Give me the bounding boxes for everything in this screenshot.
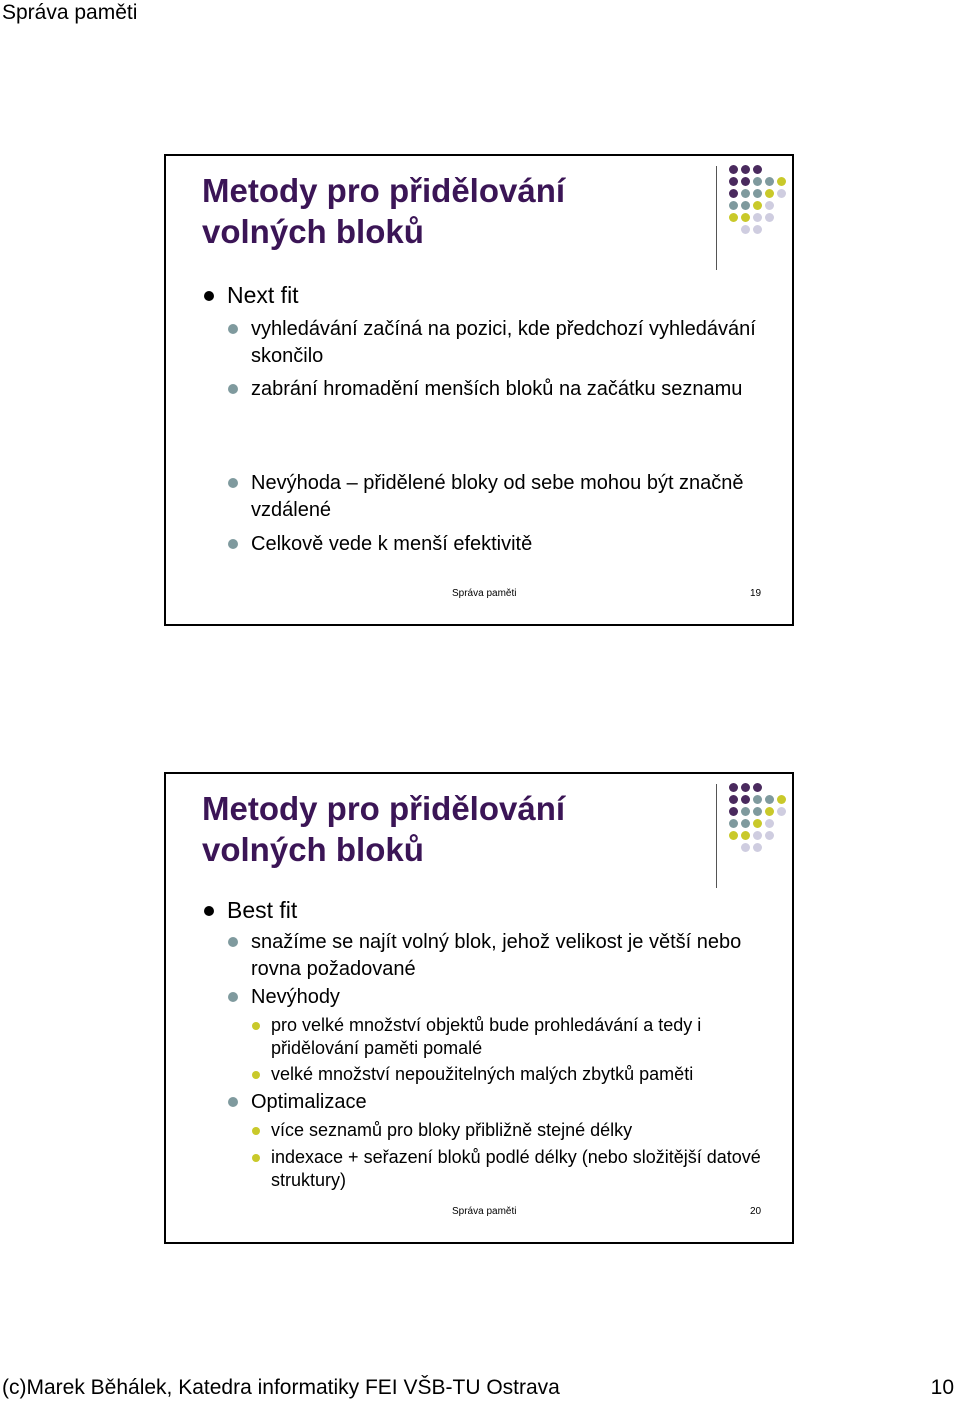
decorative-dot xyxy=(741,843,750,852)
decorative-dot xyxy=(753,831,762,840)
decorative-dot xyxy=(753,819,762,828)
decorative-dot xyxy=(741,783,750,792)
decorative-dot xyxy=(741,225,750,234)
decorative-dot xyxy=(741,189,750,198)
decorative-dot xyxy=(729,795,738,804)
decorative-dot xyxy=(741,177,750,186)
bullet-icon xyxy=(252,1022,260,1030)
decorative-dot xyxy=(729,165,738,174)
decorative-dot xyxy=(729,177,738,186)
decorative-dot xyxy=(729,819,738,828)
bullet-text: více seznamů pro bloky přibližně stejné délky xyxy=(271,1120,633,1140)
decorative-dot-grid xyxy=(729,783,789,879)
decorative-divider xyxy=(716,784,717,888)
bullet-level2 xyxy=(228,929,768,983)
decorative-dot xyxy=(729,213,738,222)
bullet-icon xyxy=(252,1127,260,1135)
decorative-dot xyxy=(753,177,762,186)
bullet-level3 xyxy=(252,1014,772,1060)
slide-number: 20 xyxy=(750,1206,762,1217)
decorative-dot xyxy=(741,819,750,828)
decorative-dot xyxy=(729,783,738,792)
bullet-text: snažíme se najít volný blok, jehož velikost je větší nebo rovna požadované xyxy=(251,931,742,980)
bullet-icon xyxy=(204,906,214,916)
bullet-level2 xyxy=(228,316,768,370)
slide-title-line1: Metody pro přidělování xyxy=(202,172,566,209)
decorative-dot xyxy=(741,165,750,174)
bullet-text: indexace + seřazení bloků podlé délky (nebo složitější datové struktury) xyxy=(271,1147,761,1190)
slide-number: 19 xyxy=(750,588,762,599)
decorative-dot xyxy=(741,213,750,222)
bullet-text: pro velké množství objektů bude prohledávání a tedy i přidělování paměti pomalé xyxy=(271,1015,702,1058)
bullet-level3 xyxy=(252,1146,772,1192)
bullet-text: Next fit xyxy=(227,282,299,308)
decorative-dot xyxy=(729,189,738,198)
bullet-icon xyxy=(252,1154,260,1162)
bullet-text: velké množství nepoužitelných malých zbytků paměti xyxy=(271,1064,694,1084)
decorative-dot xyxy=(741,201,750,210)
decorative-dot xyxy=(753,201,762,210)
bullet-text: zabrání hromadění menších bloků na začátku seznamu xyxy=(251,378,743,400)
bullet-level2 xyxy=(228,470,768,524)
bullet-icon xyxy=(252,1071,260,1079)
page-number: 10 xyxy=(930,1376,954,1399)
slide-title xyxy=(202,788,565,870)
decorative-dot xyxy=(765,807,774,816)
decorative-dot xyxy=(753,189,762,198)
decorative-dot xyxy=(765,201,774,210)
decorative-dot xyxy=(729,201,738,210)
bullet-text: vyhledávání začíná na pozici, kde předchozí vyhledávání skončilo xyxy=(251,318,756,367)
slide-19 xyxy=(164,154,794,626)
bullet-icon xyxy=(228,478,238,488)
decorative-dot xyxy=(777,807,786,816)
page-footer: (c)Marek Běhálek, Katedra informatiky FEI VŠB-TU Ostrava xyxy=(2,1376,560,1399)
bullet-icon xyxy=(228,384,238,394)
decorative-dot xyxy=(729,807,738,816)
bullet-icon xyxy=(228,1097,238,1107)
decorative-dot xyxy=(729,831,738,840)
decorative-dot xyxy=(765,795,774,804)
decorative-dot xyxy=(765,831,774,840)
bullet-level2 xyxy=(228,1089,768,1116)
bullet-icon xyxy=(228,992,238,1002)
page-header: Správa paměti xyxy=(2,1,138,24)
bullet-level2 xyxy=(228,531,768,558)
slide-footer-title: Správa paměti xyxy=(452,1206,517,1217)
decorative-dot xyxy=(753,843,762,852)
bullet-level2 xyxy=(228,376,768,403)
slide-title-line2: volných bloků xyxy=(202,831,424,868)
decorative-dot xyxy=(777,795,786,804)
decorative-divider xyxy=(716,166,717,270)
bullet-icon xyxy=(204,291,214,301)
bullet-icon xyxy=(228,539,238,549)
decorative-dot xyxy=(753,783,762,792)
decorative-dot xyxy=(765,189,774,198)
bullet-icon xyxy=(228,937,238,947)
decorative-dot xyxy=(753,807,762,816)
bullet-text: Best fit xyxy=(227,897,298,923)
decorative-dot xyxy=(741,807,750,816)
slide-footer-title: Správa paměti xyxy=(452,588,517,599)
decorative-dot xyxy=(753,795,762,804)
bullet-icon xyxy=(228,324,238,334)
decorative-dot xyxy=(777,177,786,186)
bullet-text: Optimalizace xyxy=(251,1091,367,1113)
bullet-text: Nevýhoda – přidělené bloky od sebe mohou být značně vzdálené xyxy=(251,472,744,521)
bullet-text: Celkově vede k menší efektivitě xyxy=(251,533,533,555)
slide-20 xyxy=(164,772,794,1244)
decorative-dot xyxy=(741,795,750,804)
decorative-dot xyxy=(765,177,774,186)
bullet-level3 xyxy=(252,1063,772,1086)
decorative-dot xyxy=(741,831,750,840)
bullet-text: Nevýhody xyxy=(251,986,340,1008)
decorative-dot-grid xyxy=(729,165,789,261)
decorative-dot xyxy=(753,213,762,222)
slide-title-line1: Metody pro přidělování xyxy=(202,790,566,827)
bullet-level3 xyxy=(252,1119,772,1142)
slide-title xyxy=(202,170,565,252)
slide-title-line2: volných bloků xyxy=(202,213,424,250)
bullet-level2 xyxy=(228,984,768,1011)
decorative-dot xyxy=(753,165,762,174)
decorative-dot xyxy=(777,189,786,198)
decorative-dot xyxy=(765,213,774,222)
decorative-dot xyxy=(765,819,774,828)
decorative-dot xyxy=(753,225,762,234)
